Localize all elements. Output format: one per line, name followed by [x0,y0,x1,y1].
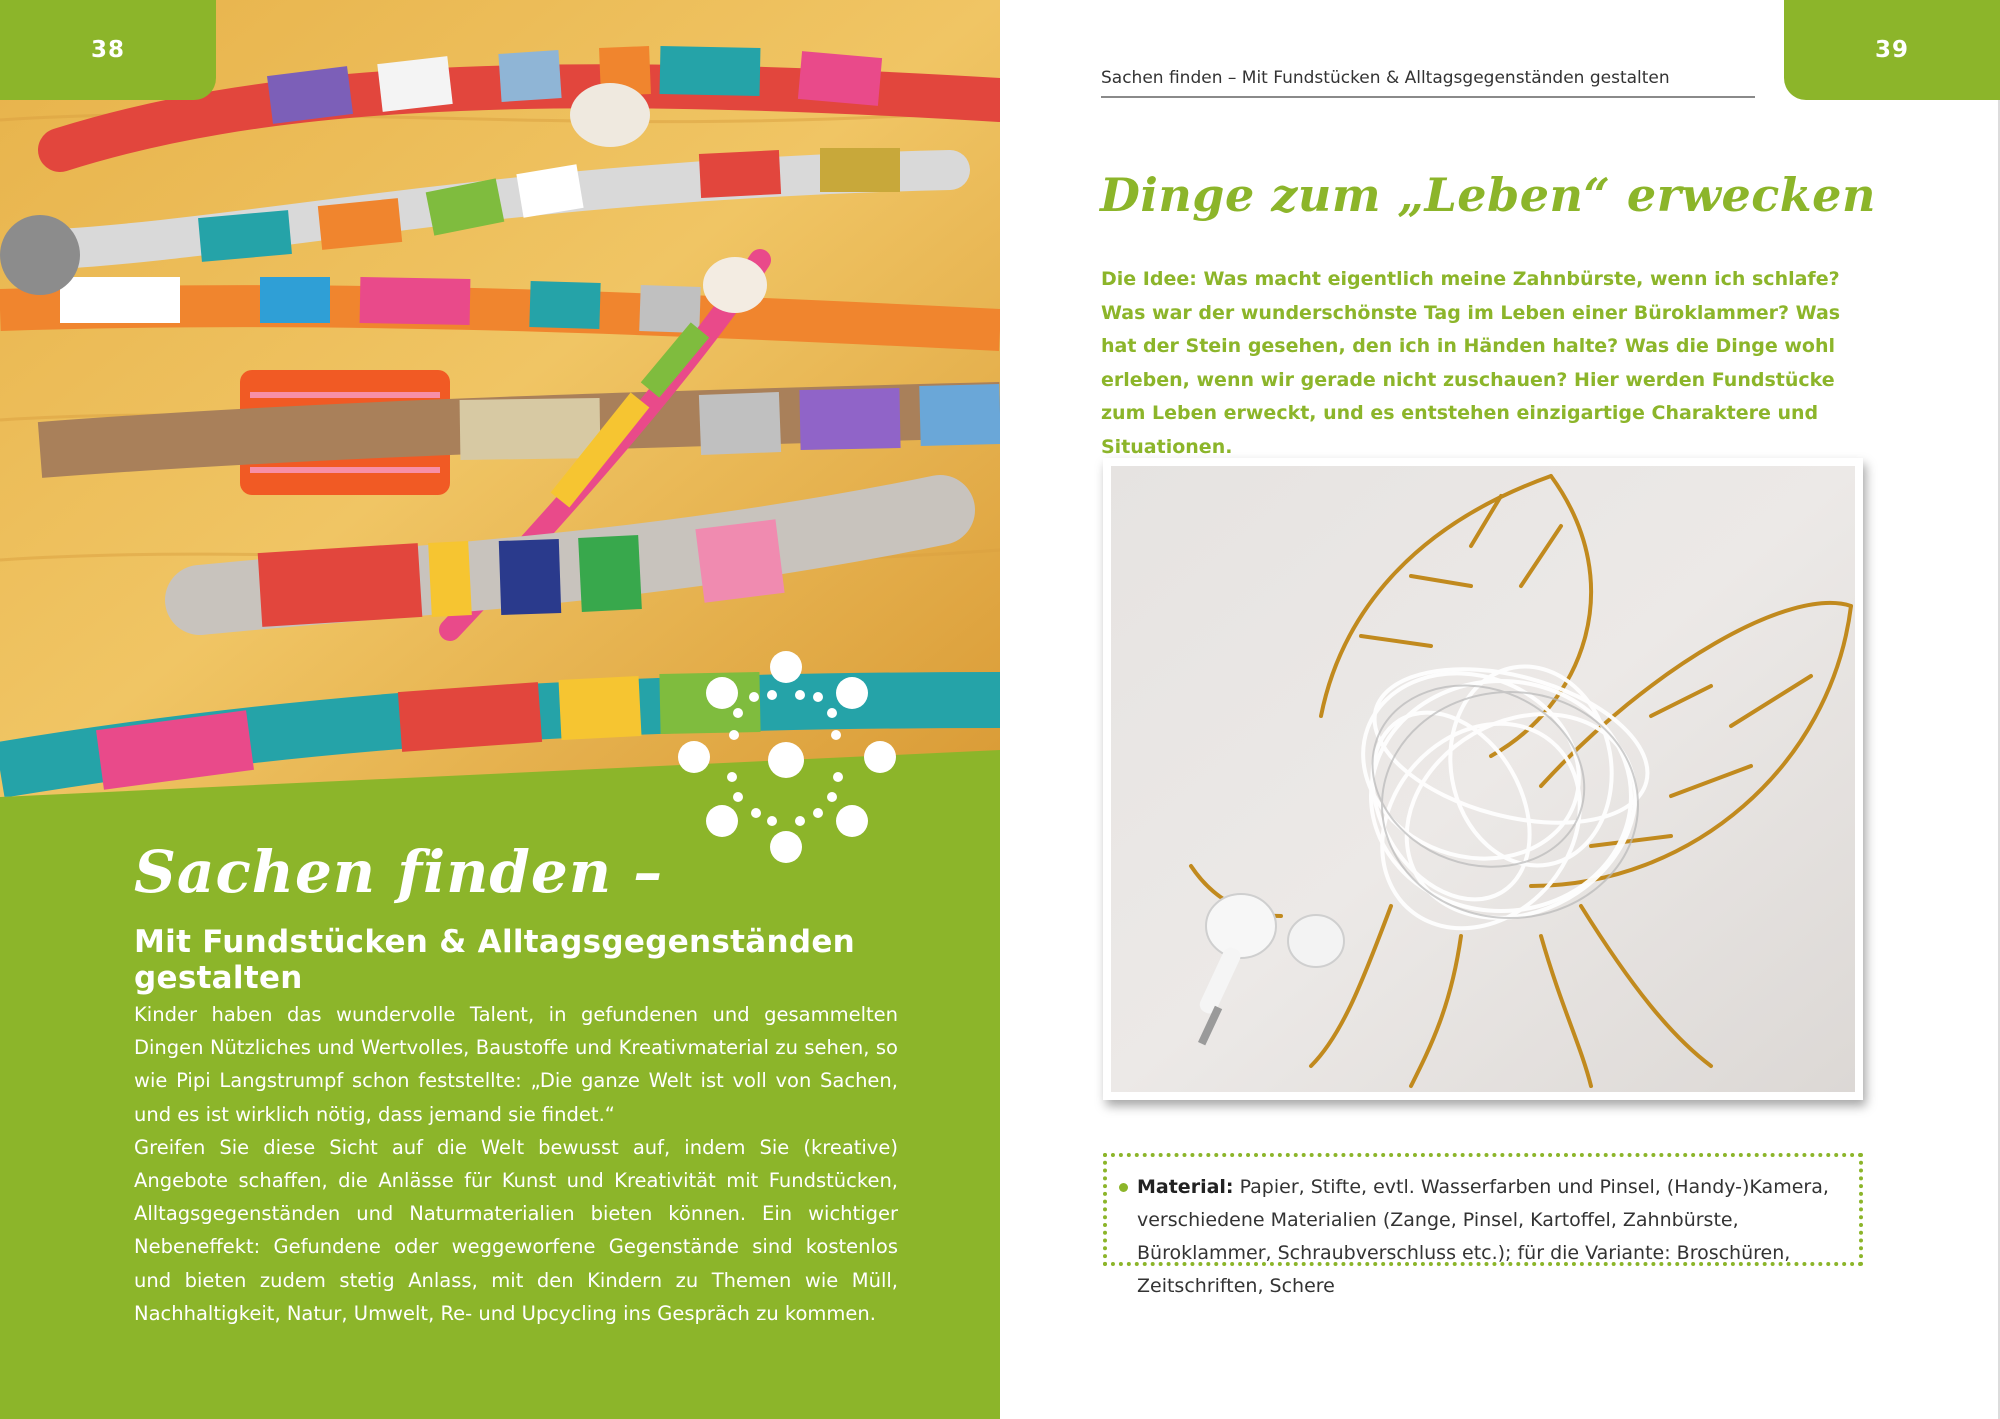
right-page [1000,0,2000,1419]
page-number-left: 38 [90,37,125,63]
material-box [1103,1153,1863,1297]
page-number-tab-right [1784,0,2000,100]
chapter-subtitle: Mit Fundstücken & Alltagsgegenständen gestalten [134,924,856,996]
body-paragraph: Kinder haben das wundervolle Talent, in gefundenen und gesammelten Dingen Nützliches und Wertvolles, Baustoffe und Kreativmaterial zu sehen, so wie Pipi Langstrumpf schon feststellte: „Die ganze Welt ist voll von Sachen, und es ist wirklich nötig, dass jemand sie findet.“ [134,1003,898,1126]
page-number-tab-left [0,0,216,100]
section-title: Dinge zum „Leben“ erwecken [1100,168,1876,222]
material-text: Papier, Stifte, evtl. Wasserfarben und Pinsel, (Handy-)Kamera, verschiedene Materialien (Zange, Pinsel, Kartoffel, Zahnbürste, Büroklammer, Schraubverschluss etc.); für die Variante: Broschüren, Zeitschriften, Schere [1137,1176,1829,1297]
idea-intro-text: Die Idee: Was macht eigentlich meine Zahnbürste, wenn ich schlafe? Was war der wunderschönste Tag im Leben einer Büroklammer? Was hat der Stein gesehen, den ich in Händen halte? Was die Dinge wohl erleben, wenn wir gerade nicht zuschauen? Hier werden Fundstücke zum Leben erweckt, und es entstehen einzigartige Charaktere und Situationen. [1101,268,1841,458]
running-head: Sachen finden – Mit Fundstücken & Alltagsgegenständen gestalten [1101,68,1755,98]
chapter-body-text [134,998,898,1330]
page-number-right: 39 [1874,37,1909,63]
earphones-fly-photo [1103,458,1863,1100]
bullet-icon [1119,1183,1128,1192]
material-label: Material: [1137,1176,1234,1198]
dot-flower-ornament [672,645,912,875]
chapter-title: Sachen finden – [134,838,664,906]
body-paragraph: Greifen Sie diese Sicht auf die Welt bewusst auf, indem Sie (kreative) Angebote schaffen, die Anlässe für Kunst und Kreativität mit Fundstücken, Alltagsgegenständen und Naturmaterialien bieten können. Ein wichtiger Nebeneffekt: Gefundene oder weggeworfene Gegenstände sind kostenlos und bieten zudem stetig Anlass, mit den Kindern zu Themen wie Müll, Nachhaltigkeit, Natur, Umwelt, Re- und Upcycling ins Gespräch zu kommen. [134,1135,898,1325]
